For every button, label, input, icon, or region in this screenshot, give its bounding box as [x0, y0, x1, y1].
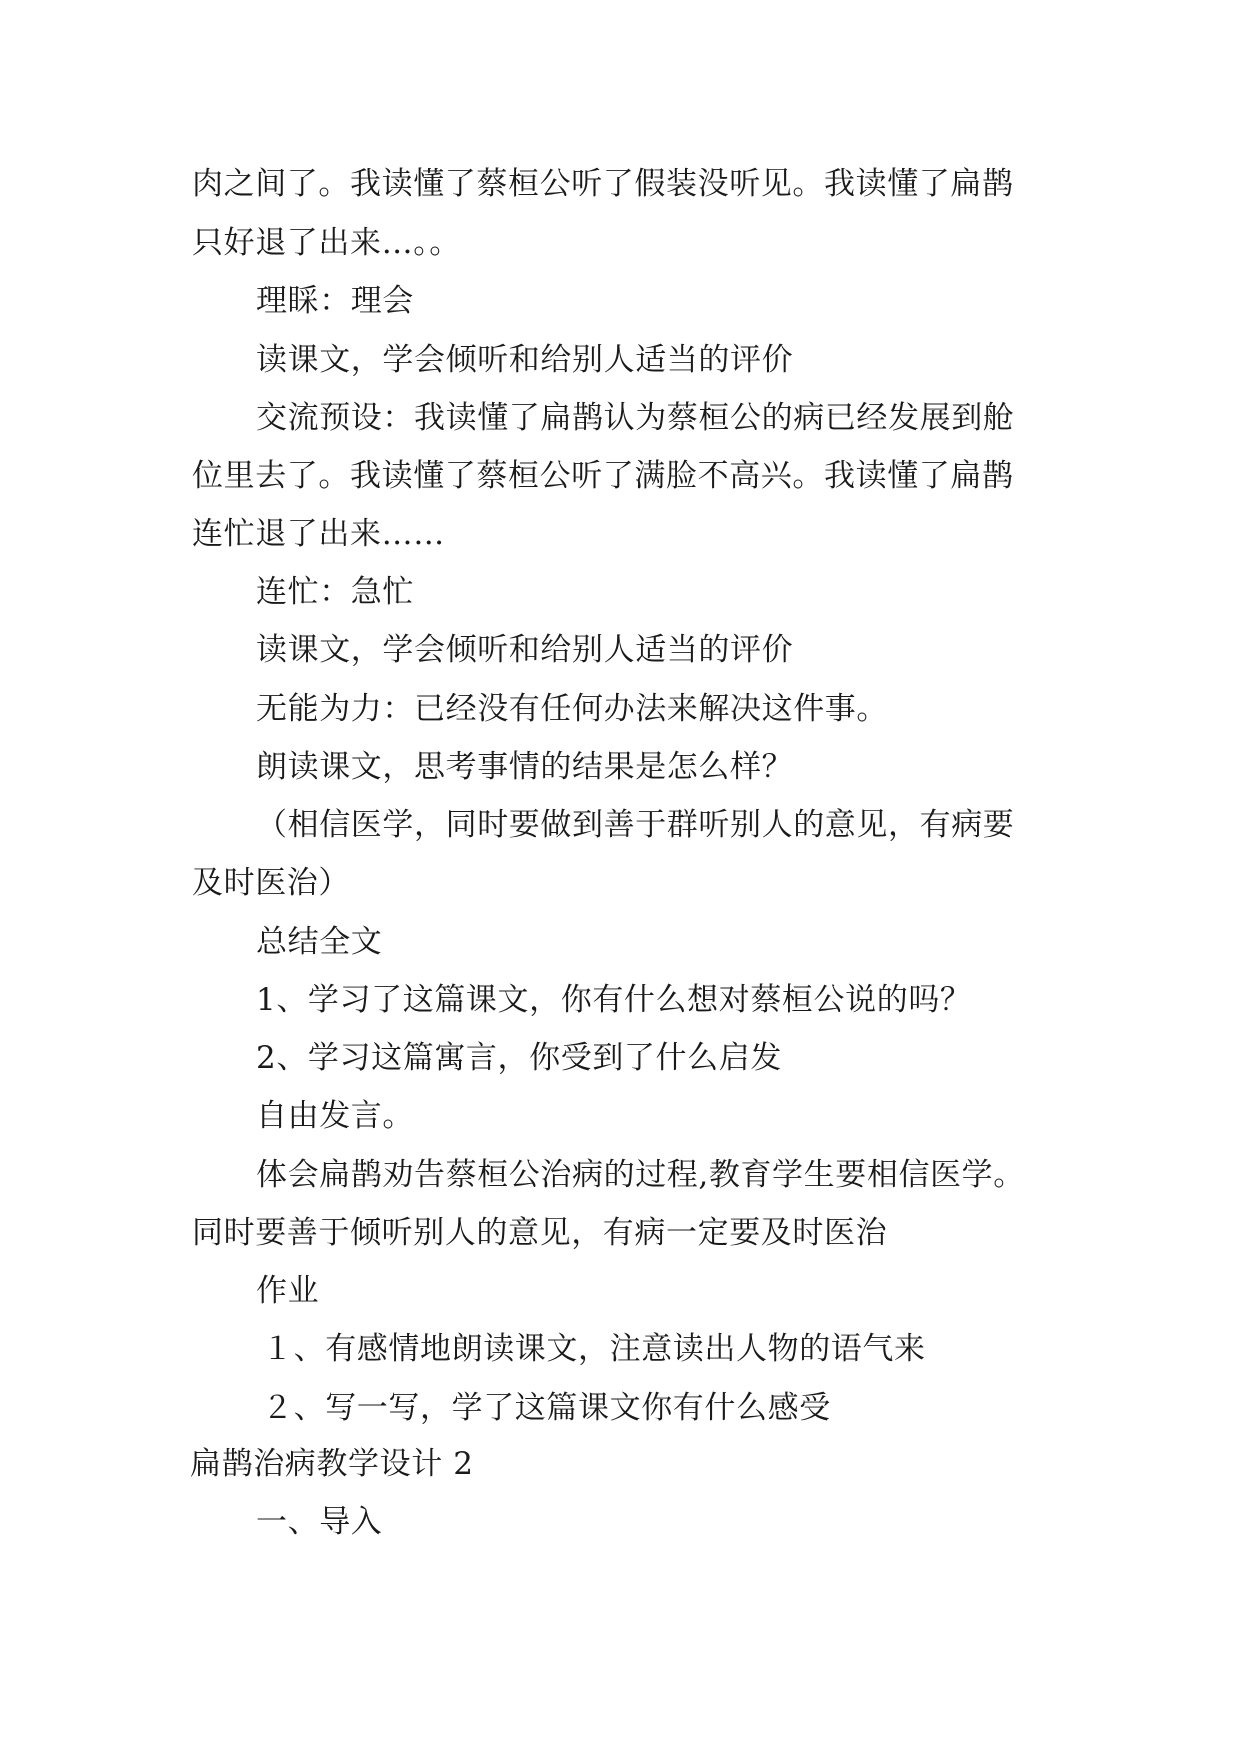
text-line: 1、学习了这篇课文，你有什么想对蔡桓公说的吗？	[256, 982, 972, 1018]
text-line: 位里去了。我读懂了蔡桓公听了满脸不高兴。我读懂了扁鹊	[192, 458, 1014, 494]
text-line: 自由发言。	[256, 1098, 414, 1134]
text-line: 读课文，学会倾听和给别人适当的评价	[256, 632, 794, 668]
text-line: 读课文，学会倾听和给别人适当的评价	[256, 342, 794, 378]
text-line: ２、写一写，学了这篇课文你有什么感受	[262, 1390, 831, 1426]
text-line: 体会扁鹊劝告蔡桓公治病的过程,教育学生要相信医学。	[256, 1157, 1025, 1193]
text-line: 同时要善于倾听别人的意见，有病一定要及时医治	[192, 1215, 888, 1251]
text-line: 作业	[256, 1273, 320, 1309]
text-line: 无能为力：已经没有任何办法来解决这件事。	[256, 691, 888, 727]
text-line: 2、学习这篇寓言，你受到了什么启发	[256, 1040, 782, 1076]
text-line: 肉之间了。我读懂了蔡桓公听了假装没听见。我读懂了扁鹊	[192, 166, 1014, 202]
text-line: 只好退了出来…。。	[192, 225, 461, 261]
text-line: 总结全文	[256, 924, 383, 960]
section-heading: 扁鹊治病教学设计 2	[190, 1446, 474, 1482]
text-line: 及时医治）	[192, 865, 350, 901]
text-line: １、有感情地朗读课文，注意读出人物的语气来	[262, 1331, 926, 1367]
text-line: 朗读课文，思考事情的结果是怎么样？	[256, 749, 794, 785]
text-line: （相信医学，同时要做到善于群听别人的意见，有病要	[256, 807, 1015, 843]
text-line: 一、导入	[256, 1504, 383, 1540]
text-line: 连忙退了出来……	[192, 516, 445, 552]
text-line: 理睬：理会	[256, 283, 414, 319]
text-line: 连忙：急忙	[256, 574, 414, 610]
text-line: 交流预设：我读懂了扁鹊认为蔡桓公的病已经发展到舱	[256, 400, 1015, 436]
